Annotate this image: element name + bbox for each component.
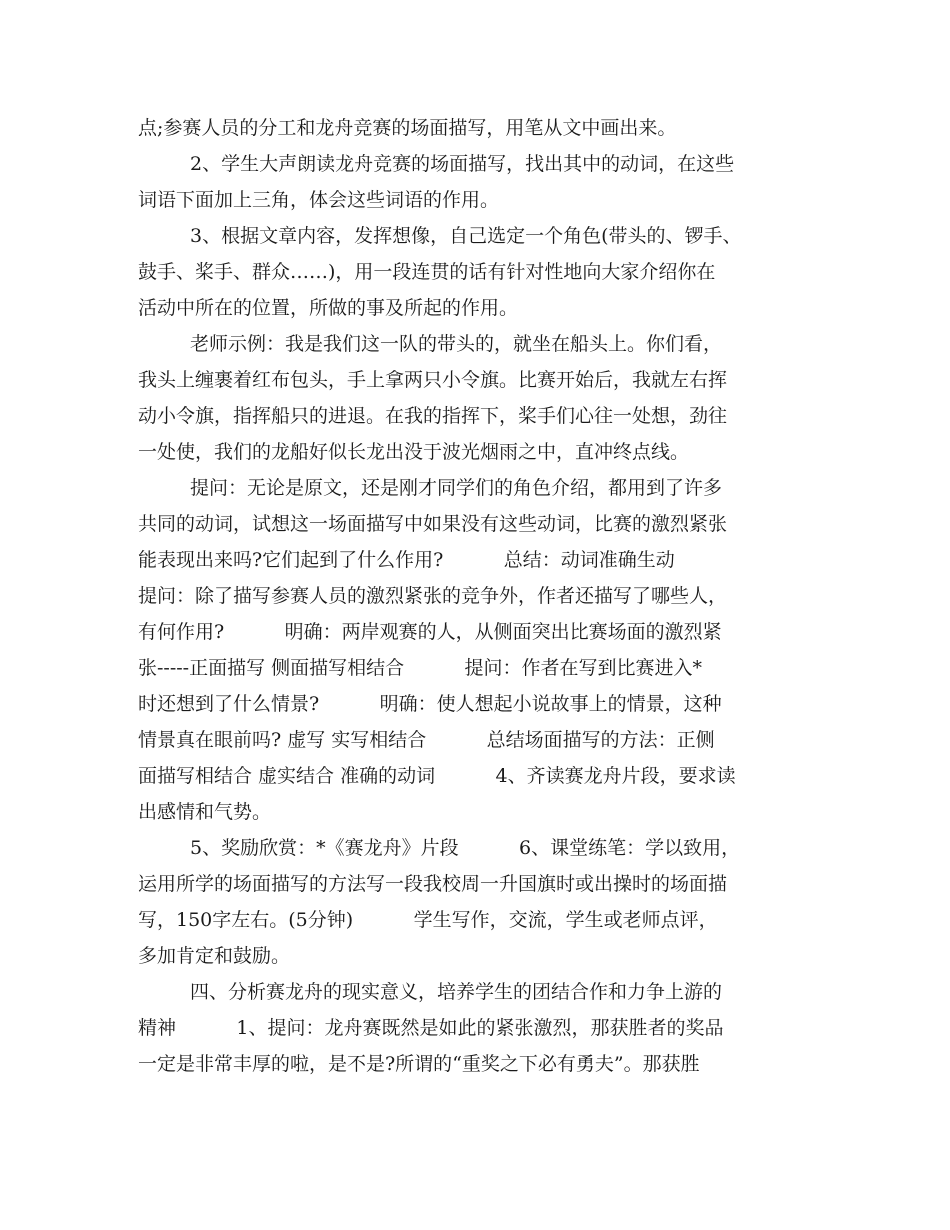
text-line: 有何作用? 明确：两岸观赛的人，从侧面突出比赛场面的激烈紧 xyxy=(138,621,722,643)
text-line: 面描写相结合 虚实结合 准确的动词 4、齐读赛龙舟片段，要求读 xyxy=(138,765,736,787)
text-line: 鼓手、桨手、群众……)，用一段连贯的话有针对性地向大家介绍你在 xyxy=(138,261,716,283)
text-line: 一定是非常丰厚的啦，是不是?所谓的“重奖之下必有勇夫”。那获胜 xyxy=(138,1053,700,1075)
text-line: 张-----正面描写 侧面描写相结合 提问：作者在写到比赛进入* xyxy=(138,657,703,679)
text-line: 词语下面加上三角，体会这些词语的作用。 xyxy=(138,189,500,211)
text-line: 点;参赛人员的分工和龙舟竞赛的场面描写，用笔从文中画出来。 xyxy=(138,117,677,139)
text-line: 老师示例：我是我们这一队的带头的，就坐在船头上。你们看， xyxy=(190,333,723,355)
text-line: 3、根据文章内容，发挥想像，自己选定一个角色(带头的、锣手、 xyxy=(190,225,742,247)
text-line: 共同的动词，试想这一场面描写中如果没有这些动词，比赛的激烈紧张 xyxy=(138,513,728,535)
text-line: 精神 1、提问：龙舟赛既然是如此的紧张激烈，那获胜者的奖品 xyxy=(138,1017,724,1039)
text-line: 5、奖励欣赏：*《赛龙舟》片段 6、课堂练笔：学以致用， xyxy=(190,837,741,859)
text-line: 出感情和气势。 xyxy=(138,801,272,823)
text-line: 写，150字左右。(5分钟) 学生写作，交流，学生或老师点评， xyxy=(138,909,718,931)
text-line: 能表现出来吗?它们起到了什么作用? 总结：动词准确生动 xyxy=(138,549,675,571)
text-line: 提问：无论是原文，还是刚才同学们的角色介绍，都用到了许多 xyxy=(190,477,723,499)
text-line: 我头上缠裹着红布包头，手上拿两只小令旗。比赛开始后，我就左右挥 xyxy=(138,369,728,391)
text-line: 时还想到了什么情景? 明确：使人想起小说故事上的情景，这种 xyxy=(138,693,722,715)
text-line: 活动中所在的位置，所做的事及所起的作用。 xyxy=(138,297,519,319)
text-line: 动小令旗，指挥船只的进退。在我的指挥下，桨手们心往一处想，劲往 xyxy=(138,405,728,427)
text-line: 多加肯定和鼓励。 xyxy=(138,945,291,967)
text-line: 一处使，我们的龙船好似长龙出没于波光烟雨之中，直冲终点线。 xyxy=(138,441,690,463)
text-line: 四、分析赛龙舟的现实意义，培养学生的团结合作和力争上游的 xyxy=(190,981,723,1003)
text-line: 提问：除了描写参赛人员的激烈紧张的竞争外，作者还描写了哪些人， xyxy=(138,585,728,607)
text-line: 2、学生大声朗读龙舟竞赛的场面描写，找出其中的动词，在这些 xyxy=(190,153,735,175)
body-text xyxy=(138,110,818,1082)
text-line: 情景真在眼前吗? 虚写 实写相结合 总结场面描写的方法：正侧 xyxy=(138,729,715,751)
text-line: 运用所学的场面描写的方法写一段我校周一升国旗时或出操时的场面描 xyxy=(138,873,728,895)
